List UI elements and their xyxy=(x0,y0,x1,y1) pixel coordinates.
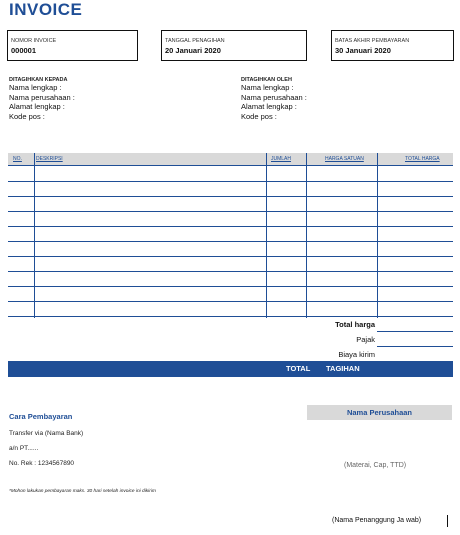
stamp-note: (Materai, Cap, TTD) xyxy=(344,462,407,469)
table-row-line xyxy=(8,226,453,227)
table-header xyxy=(8,153,453,166)
invoice-title: INVOICE xyxy=(9,0,83,19)
billed-by-section xyxy=(241,77,307,121)
table-column-line xyxy=(377,153,378,318)
invoice-number-box xyxy=(7,30,138,61)
billed-by-heading: DITAGIHKAN OLEH xyxy=(241,77,292,83)
signature-caret xyxy=(447,515,448,527)
band-tagihan-label: TAGIHAN xyxy=(326,364,360,373)
total-harga-label: Total harga xyxy=(335,320,375,329)
billed-to-heading: DITAGIHKAN KEPADA xyxy=(9,77,68,83)
billing-date-box xyxy=(161,30,307,61)
col-description: DESKRIPSI xyxy=(36,156,63,162)
payment-bank: Transfer via (Nama Bank) xyxy=(9,430,84,437)
table-row-line xyxy=(8,196,453,197)
pajak-line xyxy=(377,346,453,347)
payment-account-name: a/n PT...... xyxy=(9,445,39,452)
table-row-line xyxy=(8,271,453,272)
billed-by-postal: Kode pos : xyxy=(241,111,277,121)
table-column-line xyxy=(34,153,35,318)
invoice-number-label: NOMOR INVOICE xyxy=(11,38,57,44)
due-date-label: BATAS AKHIR PEMBAYARAN xyxy=(335,38,410,44)
col-quantity: JUMLAH xyxy=(271,156,292,162)
payment-heading: Cara Pembayaran xyxy=(9,412,73,421)
signatory-label: (Nama Penanggung Ja wab) xyxy=(332,517,422,524)
table-row-line xyxy=(8,256,453,257)
company-name-box xyxy=(307,405,452,420)
billed-by-company: Nama perusahaan : xyxy=(241,92,307,102)
table-row-line xyxy=(8,301,453,302)
billing-date-label: TANGGAL PENAGIHAN xyxy=(165,38,225,44)
table-row-line xyxy=(8,211,453,212)
due-date-box xyxy=(331,30,454,61)
band-total-label: TOTAL xyxy=(286,364,311,373)
col-unit-price: HARGA SATUAN xyxy=(325,156,364,162)
invoice-number-value: 000001 xyxy=(11,46,37,55)
billed-to-address: Alamat lengkap : xyxy=(9,102,65,111)
billed-by-name: Nama lengkap : xyxy=(241,83,294,92)
table-row-line xyxy=(8,316,453,317)
billing-date-value: 20 Januari 2020 xyxy=(165,46,221,55)
col-total-price: TOTAL HARGA xyxy=(405,156,440,162)
billed-to-company: Nama perusahaan : xyxy=(9,92,75,102)
col-no: NO. xyxy=(13,156,22,162)
table-row-line xyxy=(8,241,453,242)
table-row-line xyxy=(8,286,453,287)
billed-to-postal: Kode pos : xyxy=(9,111,45,121)
payment-footnote: *Mohon lakukan pembayaran maks. 30 hari setelah invoice ini dikirim xyxy=(9,489,156,494)
table-row-line xyxy=(8,181,453,182)
biaya-kirim-label: Biaya kirim xyxy=(338,350,375,359)
table-column-line xyxy=(266,153,267,318)
billed-to-name: Nama lengkap : xyxy=(9,83,62,92)
total-tagihan-band xyxy=(8,361,453,377)
total-harga-line xyxy=(377,331,453,332)
due-date-value: 30 Januari 2020 xyxy=(335,46,391,55)
billed-by-address: Alamat lengkap : xyxy=(241,102,297,111)
pajak-label: Pajak xyxy=(356,335,375,344)
company-name: Nama Perusahaan xyxy=(346,408,413,417)
billed-to-section xyxy=(9,77,75,121)
payment-account-number: No. Rek : 1234567890 xyxy=(9,460,75,467)
table-column-line xyxy=(306,153,307,318)
